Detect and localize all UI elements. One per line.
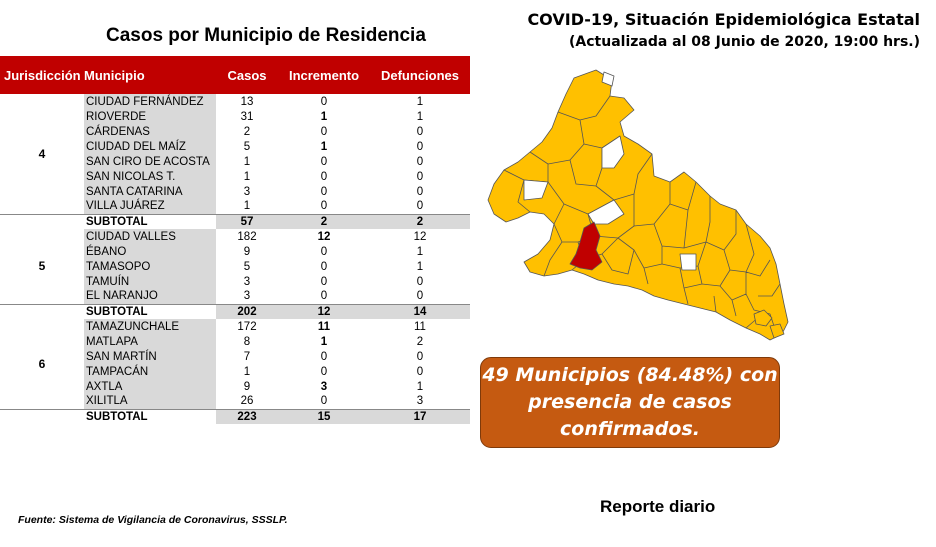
defunciones-cell: 1 (416, 95, 424, 108)
defunciones-cell: 11 (414, 320, 426, 333)
municipio-cell: TAMAZUNCHALE (84, 319, 216, 334)
casos-cell: 26 (216, 394, 278, 409)
subtotal-label: SUBTOTAL (84, 214, 216, 229)
casos-cell: 3 (216, 184, 278, 199)
casos-cell: 1 (216, 154, 278, 169)
defunciones-cell: 0 (416, 125, 424, 138)
casos-cell: 5 (216, 259, 278, 274)
col-header-jurisdiccion: Jurisdicción (4, 67, 81, 83)
subtotal-defunciones: 2 (370, 214, 470, 229)
daily-report-label: Reporte diario (600, 497, 716, 516)
defunciones-cell: 0 (416, 275, 424, 288)
municipio-cell: SAN NICOLAS T. (84, 169, 216, 184)
state-municipalities-map (484, 64, 790, 350)
defunciones-cell: 0 (416, 365, 424, 378)
subtotal-casos: 202 (216, 304, 278, 319)
defunciones-cell: 0 (416, 200, 424, 213)
subtotal-incremento: 15 (278, 409, 370, 424)
municipio-cell: EL NARANJO (84, 289, 216, 304)
casos-cell: 1 (216, 199, 278, 214)
municipio-cell: ÉBANO (84, 244, 216, 259)
municipio-cell: CÁRDENAS (84, 124, 216, 139)
cases-table (0, 56, 470, 424)
municipio-cell: TAMASOPO (84, 259, 216, 274)
table-row (0, 94, 470, 109)
municipio-cell: SAN CIRO DE ACOSTA (84, 154, 216, 169)
defunciones-cell: 1 (416, 380, 424, 393)
municipios-callout: 49 Municipios (84.48%) con presencia de casos confirmados. (480, 357, 780, 448)
municipio-cell: SANTA CATARINA (84, 184, 216, 199)
municipio-cell: SAN MARTÍN (84, 349, 216, 364)
defunciones-cell: 2 (416, 335, 424, 348)
casos-cell: 8 (216, 334, 278, 349)
report-title: COVID-19, Situación Epidemiológica Estatal (527, 10, 920, 29)
incremento-cell: 1 (320, 110, 328, 123)
casos-cell: 1 (216, 364, 278, 379)
incremento-cell: 0 (320, 245, 328, 258)
incremento-cell: 0 (320, 275, 328, 288)
subtotal-defunciones: 14 (370, 304, 470, 319)
municipio-cell: MATLAPA (84, 334, 216, 349)
incremento-cell: 0 (320, 350, 328, 363)
defunciones-cell: 0 (416, 155, 424, 168)
defunciones-cell: 1 (416, 110, 424, 123)
report-title-block (527, 8, 920, 54)
casos-cell: 9 (216, 244, 278, 259)
defunciones-cell: 0 (416, 350, 424, 363)
subtotal-casos: 223 (216, 409, 278, 424)
subtotal-incremento: 2 (278, 214, 370, 229)
casos-cell: 3 (216, 274, 278, 289)
col-header-municipio: Municipio (84, 67, 145, 83)
incremento-cell: 3 (320, 380, 328, 393)
defunciones-cell: 0 (416, 185, 424, 198)
casos-cell: 5 (216, 139, 278, 154)
municipio-cell: CIUDAD DEL MAÍZ (84, 139, 216, 154)
defunciones-cell: 1 (416, 245, 424, 258)
casos-cell: 2 (216, 124, 278, 139)
incremento-cell: 0 (320, 95, 328, 108)
table-header-row (0, 56, 470, 94)
incremento-cell: 11 (317, 320, 331, 333)
casos-cell: 7 (216, 349, 278, 364)
defunciones-cell: 0 (416, 170, 424, 183)
incremento-cell: 0 (320, 260, 328, 273)
incremento-cell: 0 (320, 200, 328, 213)
subtotal-spacer (0, 214, 84, 229)
subtotal-defunciones: 17 (370, 409, 470, 424)
casos-cell: 31 (216, 109, 278, 124)
municipio-cell: VILLA JUÁREZ (84, 199, 216, 214)
subtotal-label: SUBTOTAL (84, 304, 216, 319)
map-region-north (488, 70, 788, 340)
casos-cell: 182 (216, 229, 278, 244)
jurisdiccion-cell: 6 (0, 319, 84, 409)
municipio-cell: CIUDAD VALLES (84, 229, 216, 244)
incremento-cell: 12 (317, 230, 331, 243)
subtotal-casos: 57 (216, 214, 278, 229)
jurisdiccion-cell: 5 (0, 229, 84, 304)
jurisdiccion-cell: 4 (0, 94, 84, 214)
defunciones-cell: 0 (416, 290, 424, 303)
incremento-cell: 1 (320, 335, 328, 348)
defunciones-cell: 0 (416, 140, 424, 153)
subtotal-spacer (0, 304, 84, 319)
incremento-cell: 0 (320, 365, 328, 378)
table-title: Casos por Municipio de Residencia (106, 25, 426, 46)
subtotal-row (0, 214, 470, 229)
col-header-incremento: Incremento (288, 67, 360, 83)
municipio-cell: TAMUÍN (84, 274, 216, 289)
subtotal-row (0, 409, 470, 424)
table-row (0, 229, 470, 244)
casos-cell: 9 (216, 379, 278, 394)
subtotal-spacer (0, 409, 84, 424)
municipio-cell: CIUDAD FERNÁNDEZ (84, 94, 216, 109)
subtotal-label: SUBTOTAL (84, 409, 216, 424)
casos-cell: 3 (216, 289, 278, 304)
subtotal-incremento: 12 (278, 304, 370, 319)
defunciones-cell: 12 (413, 230, 427, 243)
incremento-cell: 0 (320, 395, 328, 408)
defunciones-cell: 1 (416, 260, 424, 273)
incremento-cell: 0 (320, 290, 328, 303)
municipio-cell: TAMPACÁN (84, 364, 216, 379)
subtotal-row (0, 304, 470, 319)
municipio-cell: AXTLA (84, 379, 216, 394)
casos-cell: 1 (216, 169, 278, 184)
casos-cell: 13 (216, 94, 278, 109)
col-header-casos: Casos (227, 67, 267, 83)
incremento-cell: 0 (320, 155, 328, 168)
municipio-cell: XILITLA (84, 394, 216, 409)
municipio-cell: RIOVERDE (84, 109, 216, 124)
defunciones-cell: 3 (416, 395, 424, 408)
incremento-cell: 1 (320, 140, 328, 153)
table-row (0, 319, 470, 334)
col-header-defunciones: Defunciones (380, 67, 459, 83)
source-note: Fuente: Sistema de Vigilancia de Coronavirus, SSSLP. (18, 514, 288, 526)
casos-cell: 172 (216, 319, 278, 334)
report-subtitle: (Actualizada al 08 Junio de 2020, 19:00 hrs.) (569, 34, 920, 50)
incremento-cell: 0 (320, 185, 328, 198)
map-municipio-sin-casos (680, 254, 696, 270)
incremento-cell: 0 (320, 170, 328, 183)
incremento-cell: 0 (320, 125, 328, 138)
